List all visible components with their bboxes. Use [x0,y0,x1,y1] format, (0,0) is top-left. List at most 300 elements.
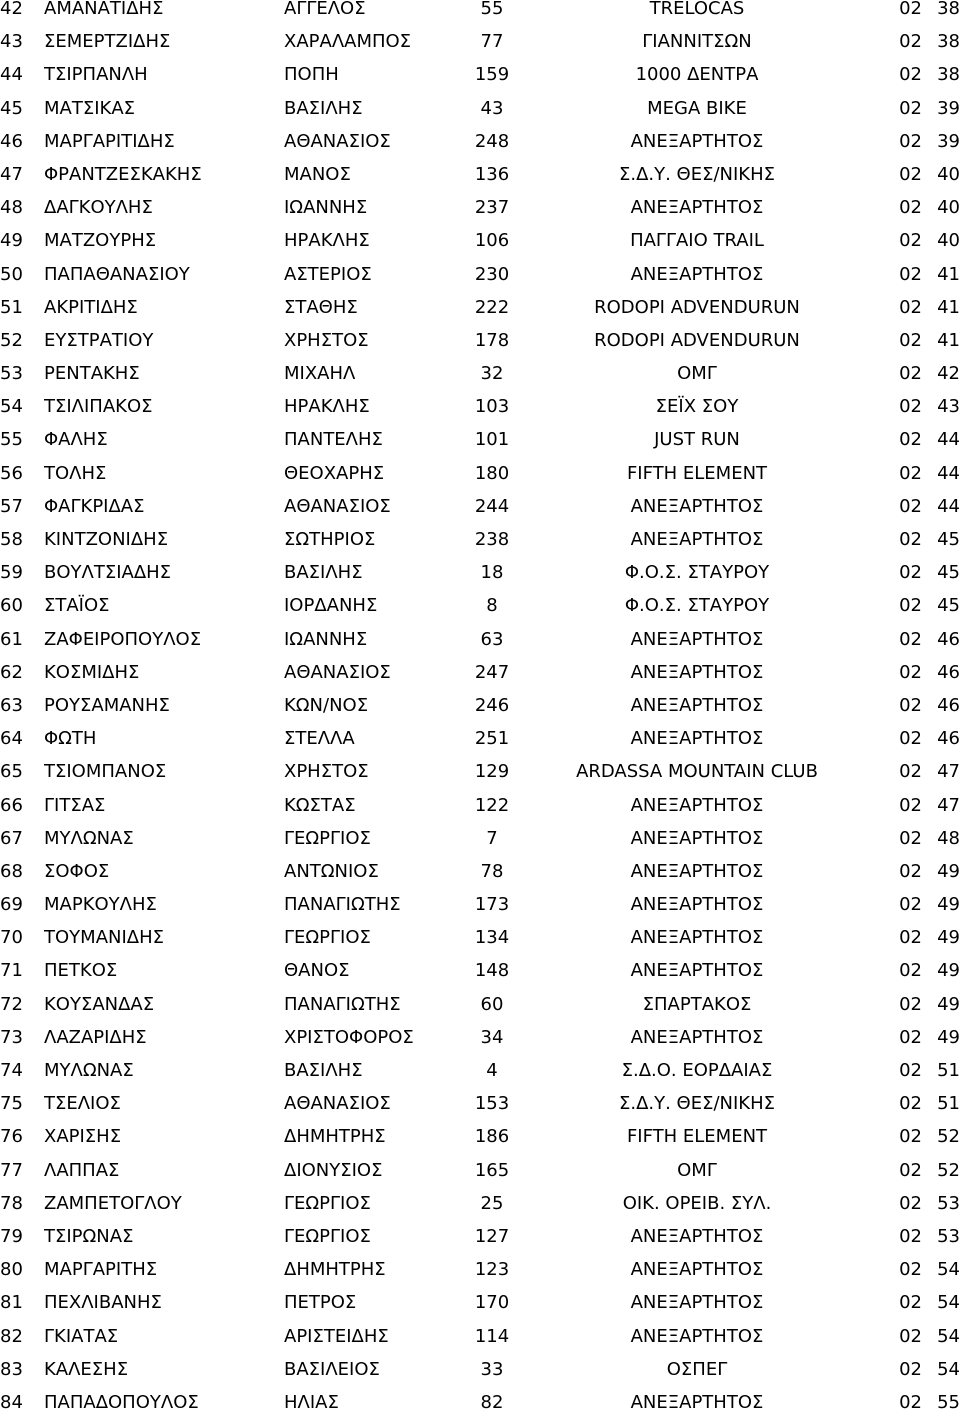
table-row [0,25,960,58]
time-minutes-cell: 52 [937,1159,960,1181]
first-name-cell: ΑΓΓΕΛΟΣ [284,0,366,19]
rank-cell: 62 [0,661,23,683]
bib-number-cell: 77 [480,31,504,53]
rank-cell: 53 [0,363,23,385]
time-hours-cell: 02 [899,1126,922,1148]
rank-cell: 59 [0,562,23,584]
time-minutes-cell: 49 [937,927,960,949]
bib-number-cell: 148 [474,960,510,982]
time-minutes-cell: 48 [937,827,960,849]
first-name-cell: ΔΗΜΗΤΡΗΣ [284,1259,386,1281]
surname-cell: ΜΥΛΩΝΑΣ [44,827,134,849]
rank-cell: 84 [0,1391,23,1413]
first-name-cell: ΧΡΗΣΤΟΣ [284,761,369,783]
rank-cell: 66 [0,794,23,816]
rank-cell: 57 [0,495,23,517]
bib-number-cell: 18 [480,562,504,584]
time-hours-cell: 02 [899,329,922,351]
bib-number-cell: 43 [480,97,504,119]
time-hours-cell: 02 [899,1026,922,1048]
rank-cell: 51 [0,296,23,318]
time-hours-cell: 02 [899,0,922,19]
first-name-cell: ΑΘΑΝΑΣΙΟΣ [284,1093,391,1115]
club-cell: ΑΝΕΞΑΡΤΗΤΟΣ [630,1391,764,1413]
first-name-cell: ΜΙΧΑΗΛ [284,363,356,385]
time-hours-cell: 02 [899,31,922,53]
time-minutes-cell: 53 [937,1192,960,1214]
table-row [0,1320,960,1353]
table-row [0,1353,960,1386]
time-minutes-cell: 39 [937,130,960,152]
surname-cell: ΧΑΡΙΣΗΣ [44,1126,122,1148]
first-name-cell: ΧΡΗΣΤΟΣ [284,329,369,351]
rank-cell: 75 [0,1093,23,1115]
bib-number-cell: 25 [480,1192,504,1214]
rank-cell: 44 [0,64,23,86]
rank-cell: 74 [0,1060,23,1081]
first-name-cell: ΒΑΣΙΛΗΣ [284,1060,363,1081]
bib-number-cell: 34 [480,1026,504,1048]
bib-number-cell: 251 [474,728,510,750]
rank-cell: 58 [0,529,23,550]
time-hours-cell: 02 [899,595,922,617]
time-minutes-cell: 46 [937,661,960,683]
club-cell: ΑΝΕΞΑΡΤΗΤΟΣ [630,1292,764,1314]
time-minutes-cell: 49 [937,960,960,982]
time-hours-cell: 02 [899,993,922,1015]
first-name-cell: ΙΩΑΝΝΗΣ [284,628,368,650]
rank-cell: 63 [0,694,23,716]
time-minutes-cell: 41 [937,329,960,351]
first-name-cell: ΒΑΣΙΛΕΙΟΣ [284,1358,380,1380]
time-hours-cell: 02 [899,794,922,816]
table-row [0,921,960,954]
rank-cell: 70 [0,927,23,949]
rank-cell: 68 [0,860,23,882]
bib-number-cell: 63 [480,628,504,650]
bib-number-cell: 237 [474,197,510,219]
first-name-cell: ΓΕΩΡΓΙΟΣ [284,827,371,849]
club-cell: Φ.Ο.Σ. ΣΤΑΥΡΟΥ [624,595,770,617]
table-row [0,1386,960,1419]
time-hours-cell: 02 [899,396,922,418]
time-minutes-cell: 45 [937,529,960,550]
time-minutes-cell: 38 [937,0,960,19]
surname-cell: ΠΕΤΚΟΣ [44,960,118,982]
rank-cell: 49 [0,230,23,252]
rank-cell: 46 [0,130,23,152]
club-cell: Σ.Δ.Υ. ΘΕΣ/ΝΙΚΗΣ [618,163,776,185]
time-hours-cell: 02 [899,728,922,750]
first-name-cell: ΓΕΩΡΓΙΟΣ [284,1225,371,1247]
time-hours-cell: 02 [899,462,922,484]
time-minutes-cell: 54 [937,1259,960,1281]
surname-cell: ΖΑΜΠΕΤΟΓΛΟΥ [44,1192,182,1214]
time-hours-cell: 02 [899,296,922,318]
rank-cell: 60 [0,595,23,617]
time-hours-cell: 02 [899,230,922,252]
surname-cell: ΜΥΛΩΝΑΣ [44,1060,134,1081]
club-cell: ΑΝΕΞΑΡΤΗΤΟΣ [630,130,764,152]
surname-cell: ΦΩΤΗ [44,728,97,750]
first-name-cell: ΚΩΣΤΑΣ [284,794,356,816]
club-cell: ΑΝΕΞΑΡΤΗΤΟΣ [630,860,764,882]
bib-number-cell: 4 [486,1060,498,1081]
table-row [0,158,960,191]
time-hours-cell: 02 [899,960,922,982]
bib-number-cell: 60 [480,993,504,1015]
first-name-cell: ΠΟΠΗ [284,64,339,86]
surname-cell: ΑΚΡΙΤΙΔΗΣ [44,296,138,318]
bib-number-cell: 32 [480,363,504,385]
rank-cell: 52 [0,329,23,351]
rank-cell: 72 [0,993,23,1015]
time-minutes-cell: 49 [937,860,960,882]
time-hours-cell: 02 [899,1259,922,1281]
surname-cell: ΜΑΤΖΟΥΡΗΣ [44,230,157,252]
club-cell: ΑΝΕΞΑΡΤΗΤΟΣ [630,694,764,716]
time-minutes-cell: 44 [937,429,960,451]
table-row [0,191,960,224]
first-name-cell: ΙΩΑΝΝΗΣ [284,197,368,219]
surname-cell: ΜΑΡΓΑΡΙΤΗΣ [44,1259,158,1281]
rank-cell: 81 [0,1292,23,1314]
time-hours-cell: 02 [899,64,922,86]
time-minutes-cell: 38 [937,31,960,53]
surname-cell: ΦΑΛΗΣ [44,429,108,451]
first-name-cell: ΑΝΤΩΝΙΟΣ [284,860,379,882]
club-cell: ΟΜΓ [677,1159,717,1181]
club-cell: ΓΙΑΝΝΙΤΣΩΝ [642,31,752,53]
rank-cell: 69 [0,894,23,916]
rank-cell: 55 [0,429,23,451]
first-name-cell: ΣΤΑΘΗΣ [284,296,358,318]
club-cell: FIFTH ELEMENT [626,462,768,484]
time-hours-cell: 02 [899,562,922,584]
club-cell: ΑΝΕΞΑΡΤΗΤΟΣ [630,927,764,949]
surname-cell: ΠΑΠΑΔΟΠΟΥΛΟΣ [44,1391,199,1413]
club-cell: ΟΜΓ [677,363,717,385]
rank-cell: 76 [0,1126,23,1148]
surname-cell: ΚΙΝΤΖΟΝΙΔΗΣ [44,529,169,550]
time-minutes-cell: 45 [937,595,960,617]
surname-cell: ΣΕΜΕΡΤΖΙΔΗΣ [44,31,171,53]
time-hours-cell: 02 [899,429,922,451]
rank-cell: 64 [0,728,23,750]
bib-number-cell: 103 [474,396,510,418]
surname-cell: ΠΑΠΑΘΑΝΑΣΙΟΥ [44,263,190,285]
time-hours-cell: 02 [899,860,922,882]
club-cell: ΠΑΓΓΑΙΟ TRAIL [630,230,764,252]
first-name-cell: ΠΕΤΡΟΣ [284,1292,357,1314]
time-hours-cell: 02 [899,1358,922,1380]
bib-number-cell: 180 [474,462,510,484]
table-row [0,689,960,722]
table-row [0,988,960,1021]
surname-cell: ΤΣΙΛΙΠΑΚΟΣ [44,396,153,418]
time-minutes-cell: 47 [937,761,960,783]
table-row [0,125,960,158]
rank-cell: 48 [0,197,23,219]
first-name-cell: ΣΩΤΗΡΙΟΣ [284,529,376,550]
club-cell: Σ.Δ.Ο. ΕΟΡΔΑΙΑΣ [621,1060,773,1081]
surname-cell: ΚΟΣΜΙΔΗΣ [44,661,140,683]
first-name-cell: ΔΙΟΝΥΣΙΟΣ [284,1159,383,1181]
time-minutes-cell: 49 [937,1026,960,1048]
time-hours-cell: 02 [899,197,922,219]
rank-cell: 45 [0,97,23,119]
bib-number-cell: 106 [474,230,510,252]
first-name-cell: ΘΕΟΧΑΡΗΣ [284,462,385,484]
bib-number-cell: 247 [474,661,510,683]
time-minutes-cell: 40 [937,163,960,185]
first-name-cell: ΒΑΣΙΛΗΣ [284,562,363,584]
rank-cell: 77 [0,1159,23,1181]
table-row [0,390,960,423]
bib-number-cell: 173 [474,894,510,916]
club-cell: ARDASSA MOUNTAIN CLUB [576,761,818,783]
rank-cell: 42 [0,0,23,19]
time-minutes-cell: 51 [937,1093,960,1115]
bib-number-cell: 122 [474,794,510,816]
table-row [0,954,960,987]
table-row [0,623,960,656]
time-minutes-cell: 45 [937,562,960,584]
table-row [0,457,960,490]
time-minutes-cell: 39 [937,97,960,119]
rank-cell: 65 [0,761,23,783]
time-hours-cell: 02 [899,628,922,650]
rank-cell: 43 [0,31,23,53]
time-minutes-cell: 51 [937,1060,960,1081]
bib-number-cell: 222 [474,296,510,318]
bib-number-cell: 55 [480,0,504,19]
table-row [0,755,960,788]
rank-cell: 73 [0,1026,23,1048]
surname-cell: ΜΑΡΓΑΡΙΤΙΔΗΣ [44,130,175,152]
club-cell: FIFTH ELEMENT [626,1126,768,1148]
time-hours-cell: 02 [899,363,922,385]
first-name-cell: ΘΑΝΟΣ [284,960,350,982]
time-hours-cell: 02 [899,1192,922,1214]
first-name-cell: ΚΩΝ/ΝΟΣ [284,694,369,716]
surname-cell: ΤΟΛΗΣ [44,462,107,484]
club-cell: ΑΝΕΞΑΡΤΗΤΟΣ [630,827,764,849]
first-name-cell: ΧΑΡΑΛΑΜΠΟΣ [284,31,412,53]
time-hours-cell: 02 [899,694,922,716]
bib-number-cell: 134 [474,927,510,949]
table-row [0,888,960,921]
surname-cell: ΦΡΑΝΤΖΕΣΚΑΚΗΣ [44,163,202,185]
table-row [0,324,960,357]
time-hours-cell: 02 [899,1325,922,1347]
time-hours-cell: 02 [899,163,922,185]
first-name-cell: ΑΣΤΕΡΙΟΣ [284,263,372,285]
time-hours-cell: 02 [899,1159,922,1181]
time-hours-cell: 02 [899,761,922,783]
first-name-cell: ΗΛΙΑΣ [284,1391,339,1413]
table-row [0,1021,960,1054]
table-row [0,258,960,291]
time-minutes-cell: 49 [937,894,960,916]
table-row [0,1253,960,1286]
bib-number-cell: 129 [474,761,510,783]
surname-cell: ΚΑΛΕΣΗΣ [44,1358,129,1380]
first-name-cell: ΠΑΝΤΕΛΗΣ [284,429,383,451]
time-minutes-cell: 40 [937,197,960,219]
bib-number-cell: 165 [474,1159,510,1181]
time-minutes-cell: 41 [937,296,960,318]
table-row [0,556,960,589]
time-hours-cell: 02 [899,97,922,119]
rank-cell: 54 [0,396,23,418]
time-minutes-cell: 42 [937,363,960,385]
time-hours-cell: 02 [899,529,922,550]
table-row [0,1087,960,1120]
bib-number-cell: 159 [474,64,510,86]
club-cell: ΑΝΕΞΑΡΤΗΤΟΣ [630,628,764,650]
time-hours-cell: 02 [899,130,922,152]
surname-cell: ΤΣΙΟΜΠΑΝΟΣ [44,761,167,783]
first-name-cell: ΠΑΝΑΓΙΩΤΗΣ [284,894,401,916]
time-minutes-cell: 47 [937,794,960,816]
surname-cell: ΒΟΥΛΤΣΙΑΔΗΣ [44,562,172,584]
club-cell: MEGA BIKE [647,97,747,119]
club-cell: ΑΝΕΞΑΡΤΗΤΟΣ [630,794,764,816]
club-cell: JUST RUN [654,429,740,451]
first-name-cell: ΠΑΝΑΓΙΩΤΗΣ [284,993,401,1015]
club-cell: ΑΝΕΞΑΡΤΗΤΟΣ [630,1259,764,1281]
time-minutes-cell: 40 [937,230,960,252]
time-hours-cell: 02 [899,263,922,285]
time-hours-cell: 02 [899,1391,922,1413]
surname-cell: ΛΑΖΑΡΙΔΗΣ [44,1026,147,1048]
club-cell: ΑΝΕΞΑΡΤΗΤΟΣ [630,661,764,683]
surname-cell: ΡΕΝΤΑΚΗΣ [44,363,140,385]
rank-cell: 56 [0,462,23,484]
time-hours-cell: 02 [899,661,922,683]
bib-number-cell: 78 [480,860,504,882]
time-hours-cell: 02 [899,1093,922,1115]
table-row [0,1154,960,1187]
surname-cell: ΡΟΥΣΑΜΑΝΗΣ [44,694,170,716]
club-cell: ΑΝΕΞΑΡΤΗΤΟΣ [630,529,764,550]
rank-cell: 47 [0,163,23,185]
bib-number-cell: 127 [474,1225,510,1247]
bib-number-cell: 7 [486,827,498,849]
club-cell: ΟΙΚ. ΟΡΕΙΒ. ΣΥΛ. [622,1192,772,1214]
first-name-cell: ΓΕΩΡΓΙΟΣ [284,927,371,949]
time-hours-cell: 02 [899,495,922,517]
bib-number-cell: 123 [474,1259,510,1281]
table-row [0,291,960,324]
surname-cell: ΤΟΥΜΑΝΙΔΗΣ [44,927,164,949]
table-row [0,1120,960,1153]
time-hours-cell: 02 [899,894,922,916]
rank-cell: 67 [0,827,23,849]
table-row [0,58,960,91]
table-row [0,1286,960,1319]
club-cell: Φ.Ο.Σ. ΣΤΑΥΡΟΥ [624,562,770,584]
club-cell: 1000 ΔΕΝΤΡΑ [635,64,759,86]
table-row [0,656,960,689]
time-hours-cell: 02 [899,1292,922,1314]
club-cell: ΟΣΠΕΓ [666,1358,728,1380]
bib-number-cell: 246 [474,694,510,716]
rank-cell: 79 [0,1225,23,1247]
time-minutes-cell: 53 [937,1225,960,1247]
rank-cell: 61 [0,628,23,650]
table-row [0,822,960,855]
surname-cell: ΔΑΓΚΟΥΛΗΣ [44,197,153,219]
first-name-cell: ΑΘΑΝΑΣΙΟΣ [284,130,391,152]
surname-cell: ΜΑΡΚΟΥΛΗΣ [44,894,157,916]
club-cell: ΑΝΕΞΑΡΤΗΤΟΣ [630,263,764,285]
surname-cell: ΓΙΤΣΑΣ [44,794,106,816]
bib-number-cell: 153 [474,1093,510,1115]
club-cell: RODOPI ADVENDURUN [594,329,800,351]
table-row [0,357,960,390]
time-minutes-cell: 44 [937,462,960,484]
table-row [0,1220,960,1253]
bib-number-cell: 170 [474,1292,510,1314]
bib-number-cell: 8 [486,595,498,617]
first-name-cell: ΒΑΣΙΛΗΣ [284,97,363,119]
surname-cell: ΜΑΤΣΙΚΑΣ [44,97,136,119]
time-minutes-cell: 55 [937,1391,960,1413]
bib-number-cell: 186 [474,1126,510,1148]
first-name-cell: ΗΡΑΚΛΗΣ [284,396,370,418]
surname-cell: ΦΑΓΚΡΙΔΑΣ [44,495,145,517]
club-cell: ΑΝΕΞΑΡΤΗΤΟΣ [630,894,764,916]
first-name-cell: ΜΑΝΟΣ [284,163,351,185]
time-hours-cell: 02 [899,1060,922,1081]
table-row [0,224,960,257]
surname-cell: ΣΤΑΪΟΣ [44,595,110,617]
surname-cell: ΓΚΙΑΤΑΣ [44,1325,119,1347]
table-row [0,0,960,25]
first-name-cell: ΗΡΑΚΛΗΣ [284,230,370,252]
first-name-cell: ΑΘΑΝΑΣΙΟΣ [284,661,391,683]
surname-cell: ΛΑΠΠΑΣ [44,1159,120,1181]
surname-cell: ΠΕΧΛΙΒΑΝΗΣ [44,1292,162,1314]
surname-cell: ΣΟΦΟΣ [44,860,110,882]
club-cell: ΣΠΑΡΤΑΚΟΣ [642,993,752,1015]
time-minutes-cell: 54 [937,1358,960,1380]
rank-cell: 78 [0,1192,23,1214]
bib-number-cell: 82 [480,1391,504,1413]
rank-cell: 80 [0,1259,23,1281]
club-cell: TRELOCAS [649,0,745,19]
first-name-cell: ΓΕΩΡΓΙΟΣ [284,1192,371,1214]
bib-number-cell: 248 [474,130,510,152]
time-minutes-cell: 43 [937,396,960,418]
table-row [0,1187,960,1220]
first-name-cell: ΔΗΜΗΤΡΗΣ [284,1126,386,1148]
time-hours-cell: 02 [899,827,922,849]
time-minutes-cell: 41 [937,263,960,285]
table-row [0,589,960,622]
bib-number-cell: 114 [474,1325,510,1347]
time-hours-cell: 02 [899,1225,922,1247]
bib-number-cell: 244 [474,495,510,517]
table-row [0,789,960,822]
club-cell: ΑΝΕΞΑΡΤΗΤΟΣ [630,1225,764,1247]
time-minutes-cell: 49 [937,993,960,1015]
time-minutes-cell: 52 [937,1126,960,1148]
club-cell: RODOPI ADVENDURUN [594,296,800,318]
bib-number-cell: 178 [474,329,510,351]
